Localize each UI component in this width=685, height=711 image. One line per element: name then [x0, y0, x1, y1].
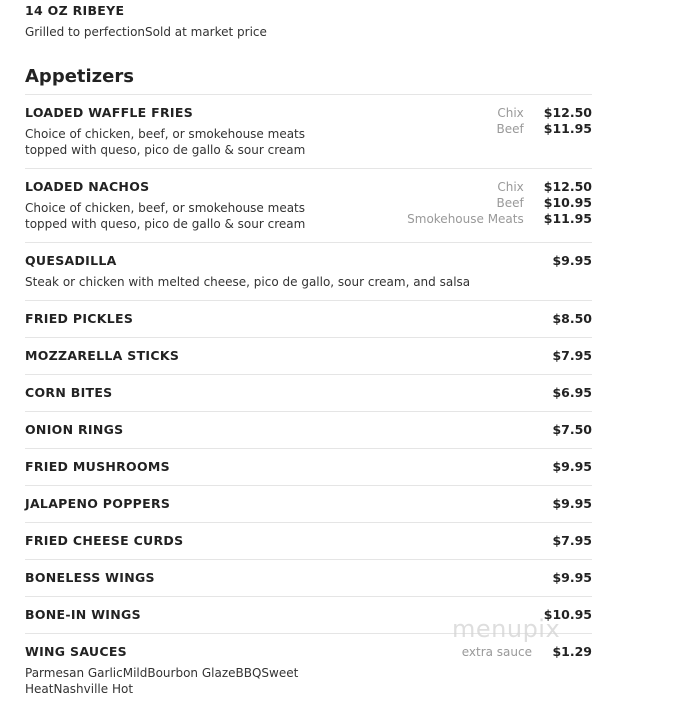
price: $9.95	[552, 496, 592, 511]
price-list	[552, 348, 592, 364]
item-description	[25, 665, 592, 697]
menu-item	[25, 486, 592, 523]
size-label: extra sauce	[461, 645, 532, 659]
price: $1.29	[552, 644, 592, 659]
price: $9.95	[552, 570, 592, 585]
price-list	[462, 644, 592, 660]
price: $12.50	[543, 179, 592, 194]
price-row	[552, 422, 592, 438]
price-row	[497, 105, 592, 121]
description-line: HeatNashville Hot	[25, 682, 134, 696]
price: $12.50	[543, 105, 592, 120]
price: $7.50	[552, 422, 592, 437]
menu-item	[25, 449, 592, 486]
price: $11.95	[543, 121, 592, 136]
menu-item	[25, 338, 592, 375]
price-list	[552, 253, 592, 269]
item-name: LOADED NACHOS	[25, 179, 150, 194]
price-row	[552, 253, 592, 269]
description-line: Steak or chicken with melted cheese, pico de gallo, sour cream, and salsa	[25, 275, 471, 289]
item-name: MOZZARELLA STICKS	[25, 348, 180, 363]
item-description	[25, 274, 592, 290]
menu-content	[25, 0, 592, 707]
price: $10.95	[543, 195, 592, 210]
price: $7.95	[552, 533, 592, 548]
price-row	[407, 211, 592, 227]
price: $9.95	[552, 253, 592, 268]
item-name: ONION RINGS	[25, 422, 124, 437]
price-list	[552, 311, 592, 327]
menu-item	[25, 243, 592, 301]
item-name: FRIED PICKLES	[25, 311, 134, 326]
price-list	[497, 105, 592, 137]
menu-item	[25, 169, 592, 243]
description-line: topped with queso, pico de gallo & sour cream	[25, 143, 306, 157]
price-row	[552, 533, 592, 549]
section-title: Appetizers	[25, 66, 592, 95]
price: $7.95	[552, 348, 592, 363]
menu-item-ribeye	[25, 0, 592, 40]
item-description: Grilled to perfectionSold at market price	[25, 25, 267, 39]
price: $10.95	[543, 607, 592, 622]
menu-item	[25, 634, 592, 707]
price-row	[407, 195, 592, 211]
price-list	[552, 496, 592, 512]
item-name: BONE-IN WINGS	[25, 607, 141, 622]
description-line: Choice of chicken, beef, or smokehouse meats	[25, 127, 306, 141]
price: $8.50	[552, 311, 592, 326]
description-line: Choice of chicken, beef, or smokehouse meats	[25, 201, 306, 215]
item-name: LOADED WAFFLE FRIES	[25, 105, 194, 120]
menu-item	[25, 95, 592, 169]
price-row	[552, 459, 592, 475]
description-line: Parmesan GarlicMildBourbon GlazeBBQSweet	[25, 666, 299, 680]
price: $6.95	[552, 385, 592, 400]
size-label: Chix	[497, 106, 524, 120]
price-list	[552, 570, 592, 586]
menu-item	[25, 301, 592, 338]
size-label: Chix	[497, 180, 524, 194]
item-name: WING SAUCES	[25, 644, 127, 659]
item-name: CORN BITES	[25, 385, 113, 400]
price-list	[552, 385, 592, 401]
price-row	[407, 179, 592, 195]
size-label: Smokehouse Meats	[407, 212, 524, 226]
price-list	[552, 459, 592, 475]
price-row	[552, 385, 592, 401]
price: $9.95	[552, 459, 592, 474]
price-row	[552, 496, 592, 512]
item-name: FRIED MUSHROOMS	[25, 459, 170, 474]
price-list	[407, 179, 592, 227]
size-label: Beef	[496, 122, 524, 136]
price-list	[552, 533, 592, 549]
price: $11.95	[543, 211, 592, 226]
size-label: Beef	[496, 196, 524, 210]
menu-item	[25, 375, 592, 412]
item-name: JALAPENO POPPERS	[25, 496, 171, 511]
menu-item	[25, 523, 592, 560]
price-row	[462, 644, 592, 660]
price-row	[552, 348, 592, 364]
price-row	[552, 570, 592, 586]
description-line: topped with queso, pico de gallo & sour cream	[25, 217, 306, 231]
price-row	[552, 311, 592, 327]
price-list	[552, 422, 592, 438]
menupix-watermark: menupix	[452, 615, 561, 643]
item-name: BONELESS WINGS	[25, 570, 155, 585]
item-name: 14 OZ RIBEYE	[25, 3, 125, 18]
menu-item	[25, 560, 592, 597]
menu-item	[25, 412, 592, 449]
item-name: QUESADILLA	[25, 253, 117, 268]
item-name: FRIED CHEESE CURDS	[25, 533, 184, 548]
price-row	[497, 121, 592, 137]
